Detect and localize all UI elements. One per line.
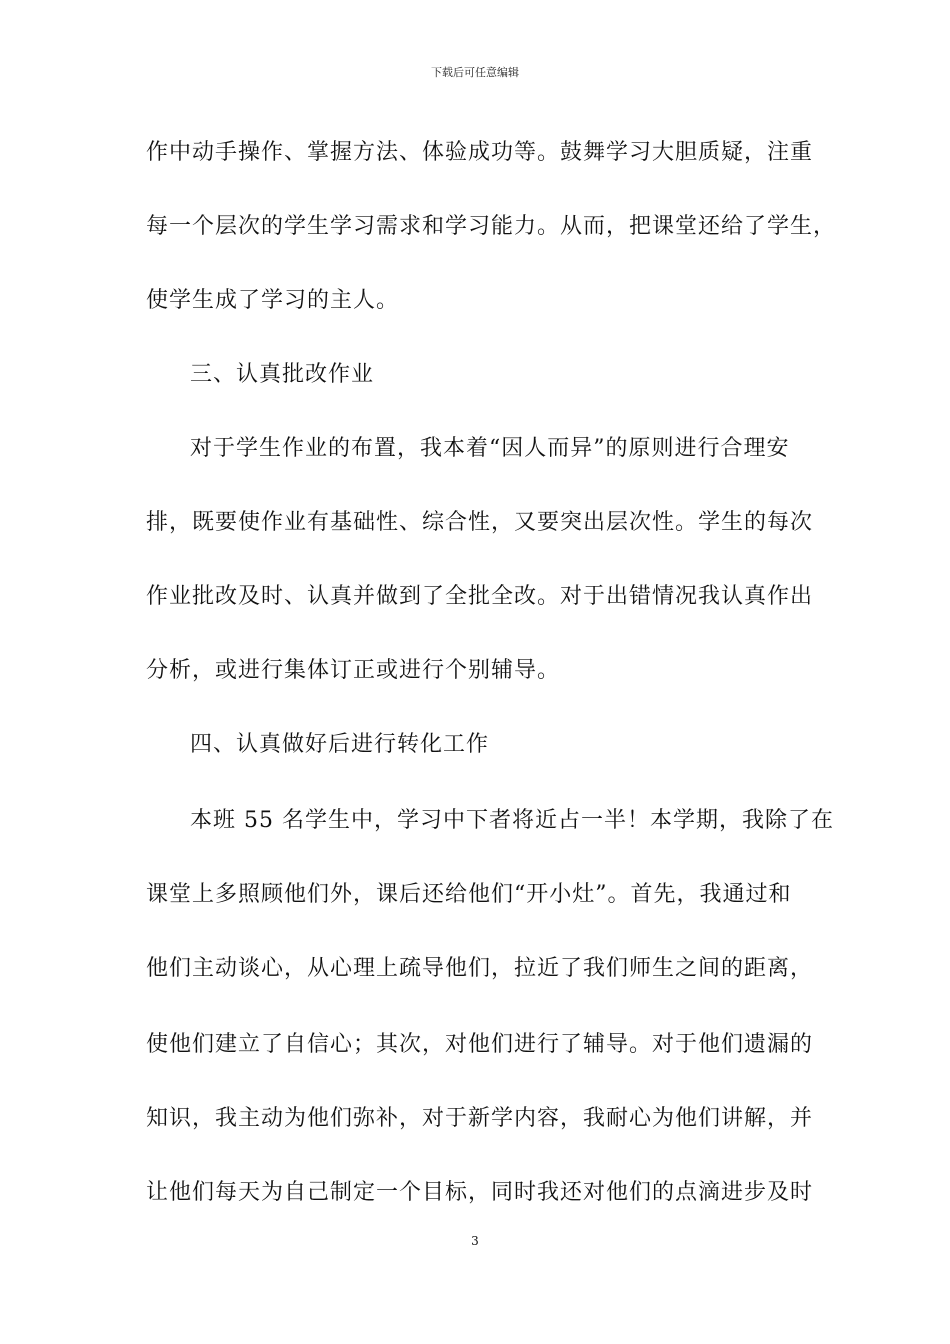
body-line: 作业批改及时、认真并做到了全批全改。对于出错情况我认真作出 <box>146 584 814 609</box>
body-line: 知识，我主动为他们弥补，对于新学内容，我耐心为他们讲解，并 <box>146 1106 814 1131</box>
section-heading: 四、认真做好后进行转化工作 <box>190 732 490 757</box>
body-line: 使学生成了学习的主人。 <box>146 288 400 313</box>
section-heading: 三、认真批改作业 <box>190 362 375 387</box>
body-line: 课堂上多照顾他们外，课后还给他们“开小灶”。首先，我通过和 <box>146 882 792 907</box>
body-line: 作中动手操作、掌握方法、体验成功等。鼓舞学习大胆质疑，注重 <box>146 140 814 165</box>
body-line: 本班 55 名学生中，学习中下者将近占一半！本学期，我除了在 <box>190 808 834 833</box>
body-line: 使他们建立了自信心；其次，对他们进行了辅导。对于他们遗漏的 <box>146 1032 814 1057</box>
body-line: 他们主动谈心，从心理上疏导他们，拉近了我们师生之间的距离， <box>146 956 814 981</box>
body-line: 排，既要使作业有基础性、综合性，又要突出层次性。学生的每次 <box>146 510 814 535</box>
page-number: 3 <box>471 1234 479 1248</box>
body-line: 让他们每天为自己制定一个目标，同时我还对他们的点滴进步及时 <box>146 1180 814 1205</box>
page-header: 下载后可任意编辑 <box>431 66 519 79</box>
body-line: 对于学生作业的布置，我本着“因人而异”的原则进行合理安 <box>190 436 790 461</box>
body-line: 分析，或进行集体订正或进行个别辅导。 <box>146 658 561 683</box>
body-line: 每一个层次的学生学习需求和学习能力。从而，把课堂还给了学生， <box>146 214 837 239</box>
